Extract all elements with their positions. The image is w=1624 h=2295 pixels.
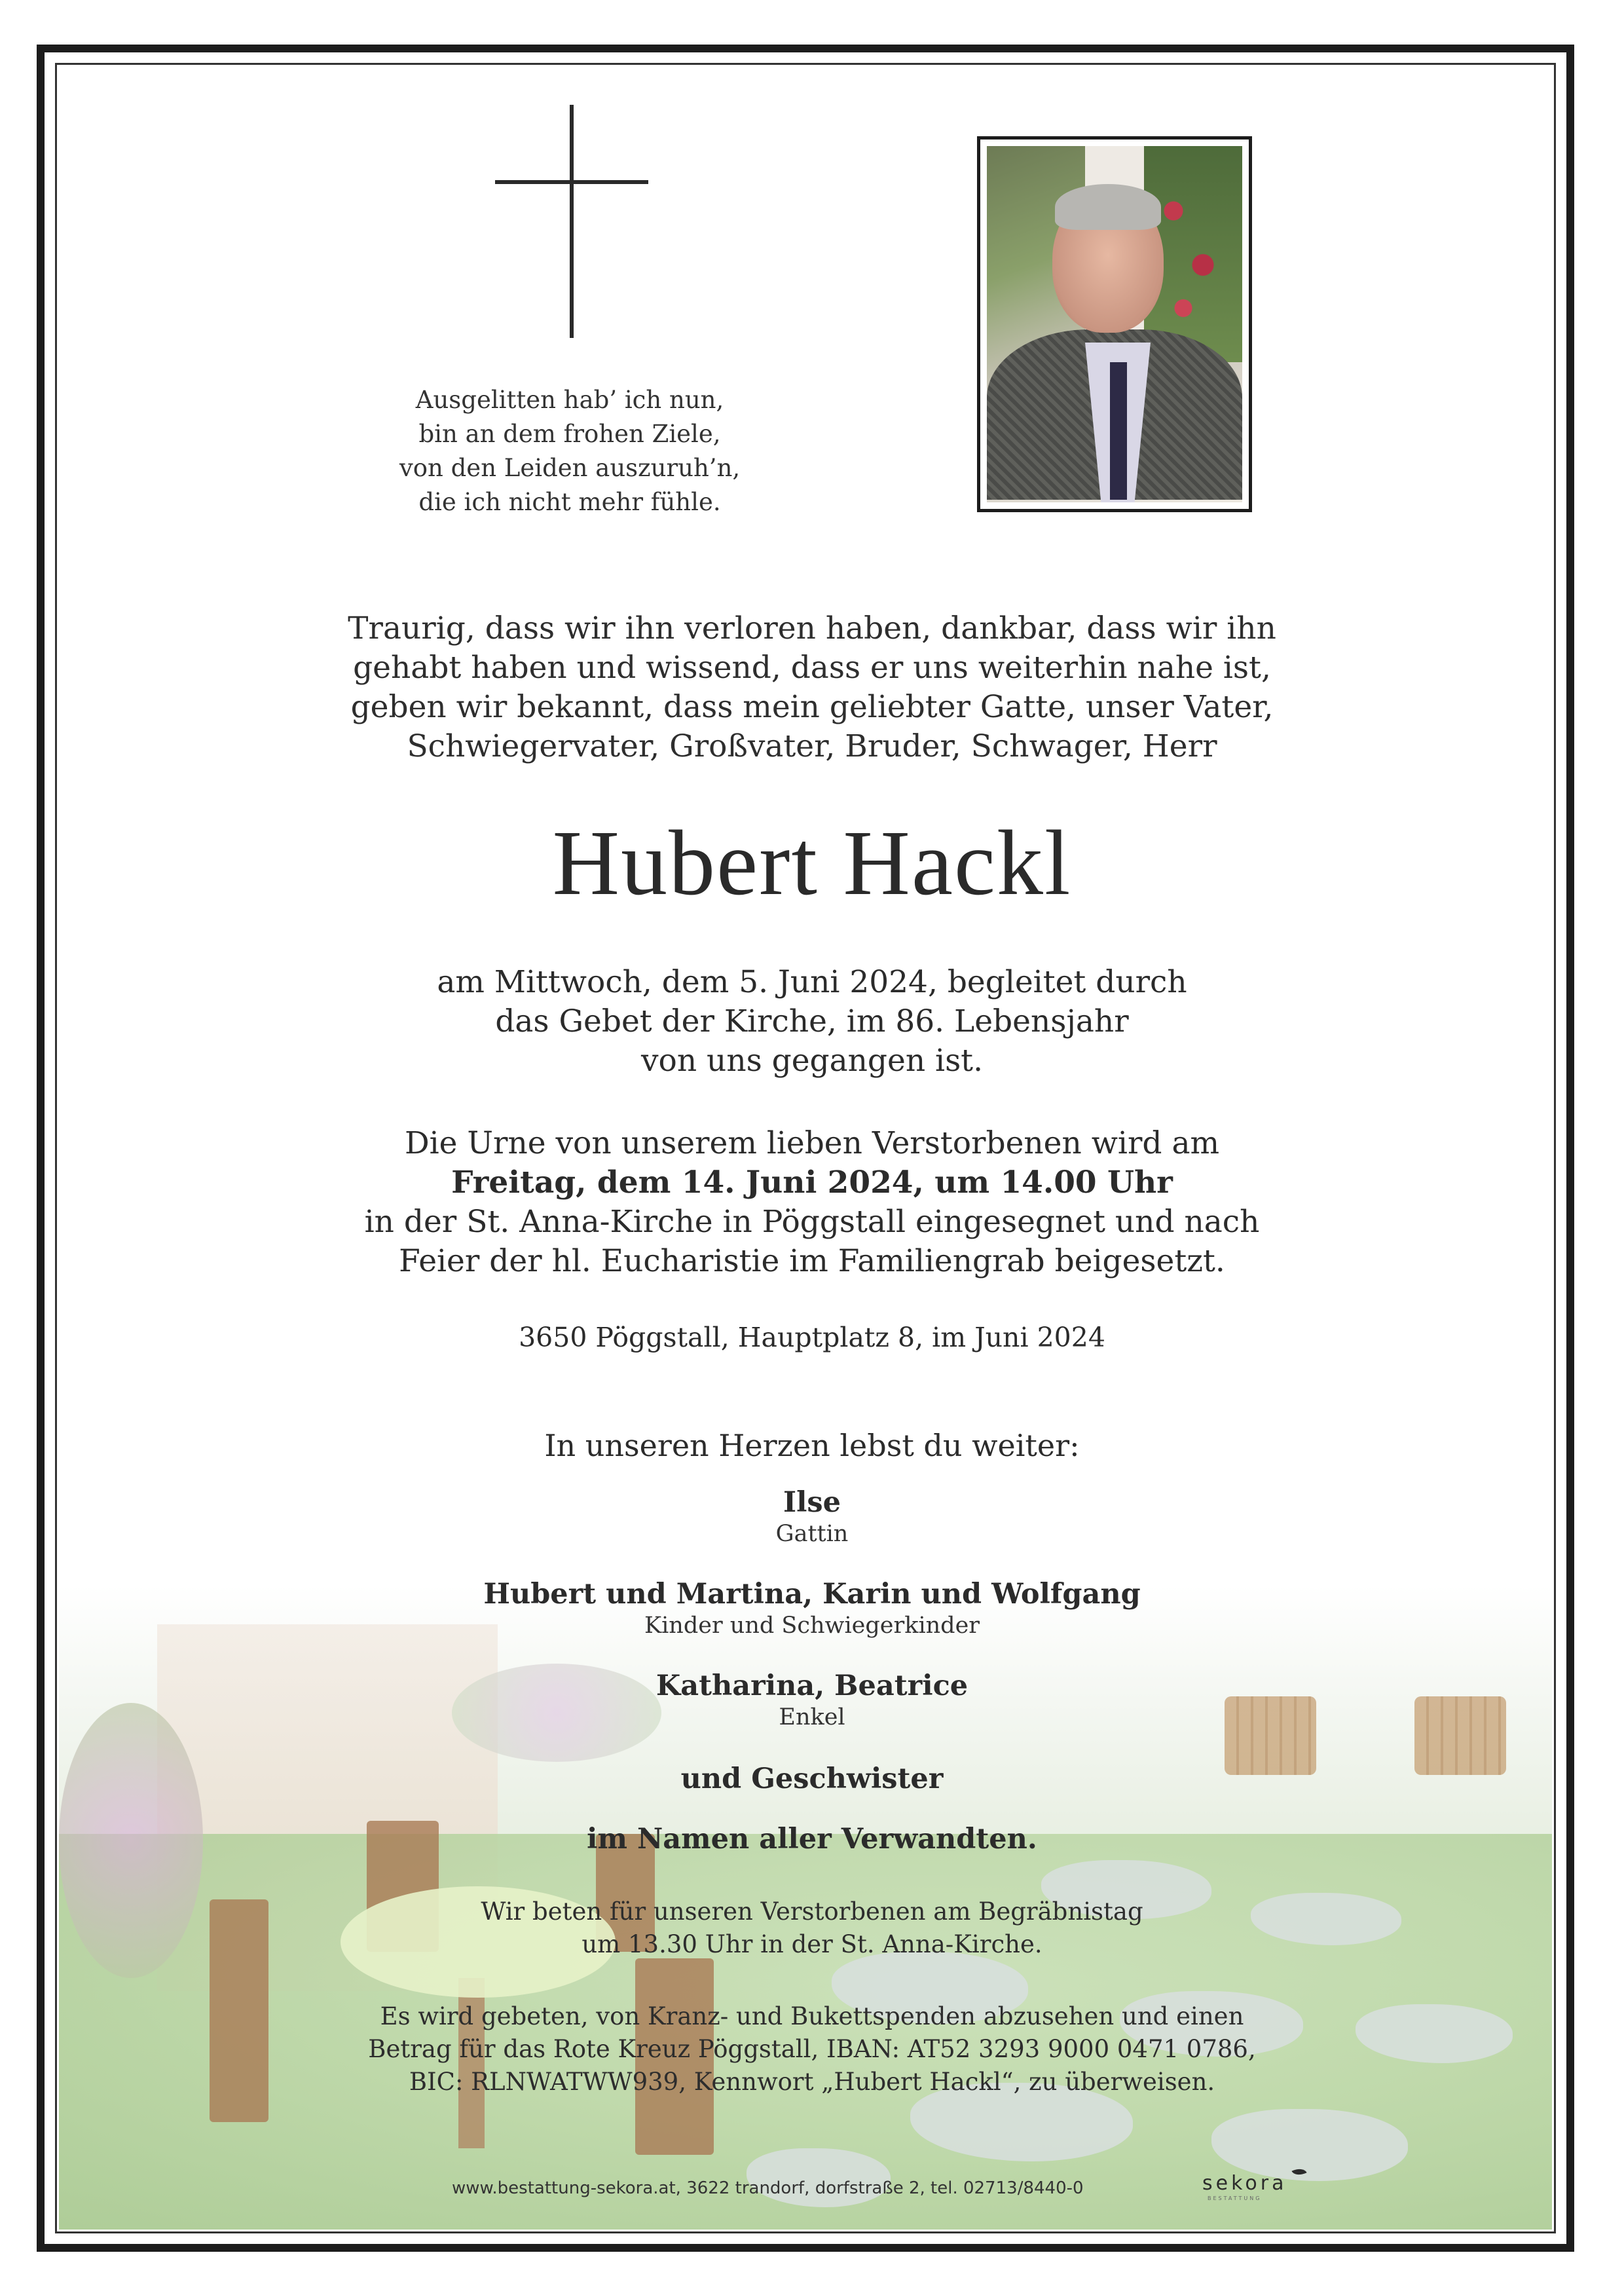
siblings-line: und Geschwister (680, 1763, 944, 1795)
funeral-line: in der St. Anna-Kirche in Pöggstall eingesegnet und nach (364, 1204, 1260, 1240)
mourner-entry (0, 1577, 1624, 1640)
mourner-entry (0, 1485, 1624, 1548)
deceased-name: Hubert Hackl (552, 811, 1072, 914)
mourner-name: Ilse (783, 1486, 841, 1519)
death-notice (0, 963, 1624, 1081)
mourners-intro: In unseren Herzen lebst du weiter: (544, 1428, 1080, 1463)
place-and-date: 3650 Pöggstall, Hauptplatz 8, im Juni 2024 (519, 1322, 1105, 1353)
verse-line: Ausgelitten hab’ ich nun, (415, 386, 724, 414)
funeral-home-logo (1202, 2172, 1301, 2205)
death-line: am Mittwoch, dem 5. Juni 2024, begleitet durch (437, 964, 1187, 1000)
mourner-role: Enkel (779, 1704, 845, 1730)
donation-line: Betrag für das Rote Kreuz Pöggstall, IBAN: AT52 3293 9000 0471 0786, (368, 2035, 1256, 2063)
mourner-role: Gattin (775, 1521, 849, 1547)
logo-wordmark: sekora (1202, 2172, 1287, 2195)
intro-line: Schwiegervater, Großvater, Bruder, Schwager, Herr (407, 728, 1217, 764)
funeral-date: Freitag, dem 14. Juni 2024, um 14.00 Uhr (451, 1165, 1173, 1201)
funeral-home-footer: www.bestattung-sekora.at, 3622 trandorf, dorfstraße 2, tel. 02713/8440-0 (452, 2178, 1084, 2198)
death-line: das Gebet der Kirche, im 86. Lebensjahr (495, 1003, 1129, 1039)
verse-line: bin an dem frohen Ziele, (418, 420, 721, 448)
verse (367, 383, 773, 519)
portrait-photo (987, 146, 1242, 502)
mourner-entry (0, 1669, 1624, 1732)
funeral-details (0, 1124, 1624, 1281)
funeral-line: Feier der hl. Eucharistie im Familiengrab beigesetzt. (399, 1243, 1225, 1279)
prayer-notice (0, 1895, 1624, 1961)
mourner-name: Katharina, Beatrice (655, 1670, 969, 1702)
verse-line: die ich nicht mehr fühle. (418, 488, 721, 516)
verse-line: von den Leiden auszuruh’n, (399, 454, 741, 482)
funeral-line: Die Urne von unserem lieben Verstorbenen wird am (404, 1125, 1220, 1161)
intro-line: geben wir bekannt, dass mein geliebter Gatte, unser Vater, (350, 689, 1274, 725)
mourner-name: Hubert und Martina, Karin und Wolfgang (483, 1578, 1141, 1611)
donation-notice (0, 2000, 1624, 2099)
death-line: von uns gegangen ist. (640, 1043, 984, 1079)
donation-line: BIC: RLNWATWW939, Kennwort „Hubert Hackl“, zu überweisen. (409, 2068, 1215, 2096)
mourner-role: Kinder und Schwiegerkinder (644, 1613, 980, 1639)
prayer-line: Wir beten für unseren Verstorbenen am Begräbnistag (481, 1897, 1143, 1926)
intro-line: Traurig, dass wir ihn verloren haben, dankbar, dass wir ihn (348, 610, 1276, 646)
logo-subtitle: BESTATTUNG (1208, 2195, 1262, 2201)
intro-line: gehabt haben und wissend, dass er uns weiterhin nahe ist, (353, 650, 1271, 686)
portrait-photo-frame (977, 136, 1252, 512)
prayer-line: um 13.30 Uhr in der St. Anna-Kirche. (581, 1930, 1043, 1958)
announcement-intro (0, 609, 1624, 766)
relatives-line: im Namen aller Verwandten. (587, 1823, 1037, 1856)
donation-line: Es wird gebeten, von Kranz- und Bukettspenden abzusehen und einen (380, 2002, 1244, 2030)
